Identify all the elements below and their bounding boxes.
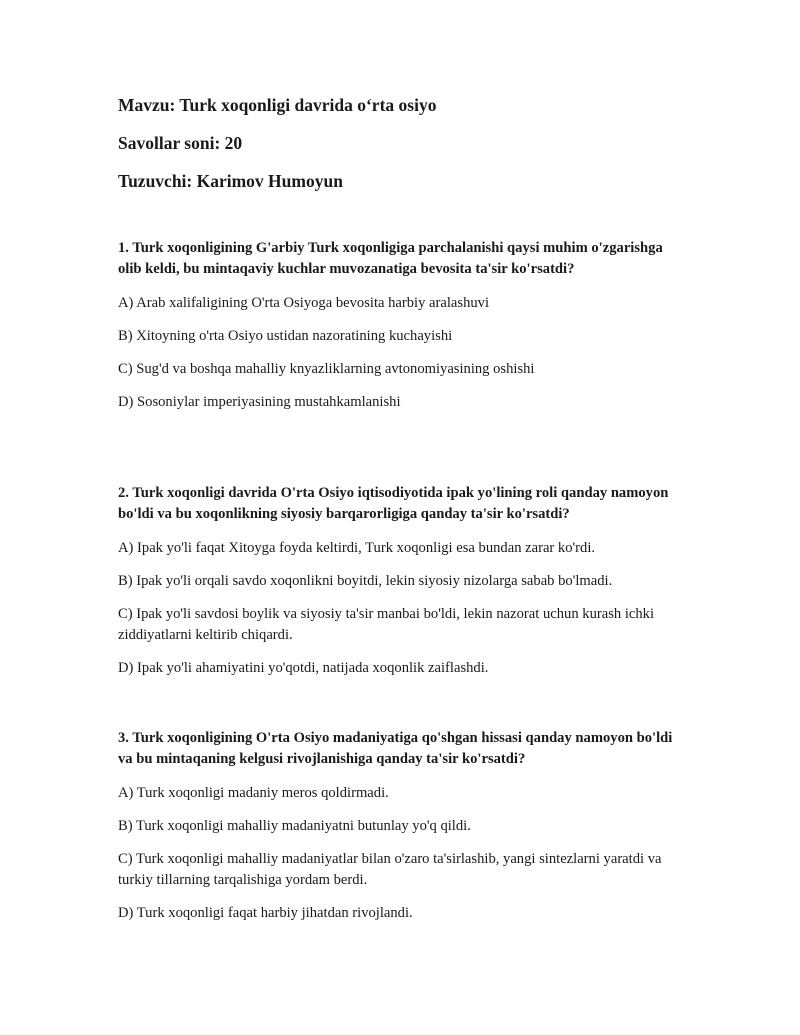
question-text: 1. Turk xoqonligining G'arbiy Turk xoqonligiga parchalanishi qaysi muhim o'zgarishga olib keldi, bu mintaqaviy kuchlar muvozanatiga bevosita ta'sir ko'rsatdi? [118,240,663,277]
answer-option-d: D) Turk xoqonligi faqat harbiy jihatdan rivojlandi. [118,905,413,921]
answer-option-d: D) Sosoniylar imperiyasining mustahkamlanishi [118,394,401,410]
answer-option-a: A) Turk xoqonligi madaniy meros qoldirmadi. [118,785,389,801]
answer-option-a: A) Arab xalifaligining O'rta Osiyoga bevosita harbiy aralashuvi [118,295,490,311]
answer-option-a: A) Ipak yo'li faqat Xitoyga foyda keltirdi, Turk xoqonligi esa bundan zarar ko'rdi. [118,540,596,556]
answer-option-b: B) Xitoyning o'rta Osiyo ustidan nazoratining kuchayishi [118,328,453,344]
topic-heading: Mavzu: Turk xoqonligi davrida o‘rta osiyo [118,95,437,115]
author-heading: Tuzuvchi: Karimov Humoyun [118,171,343,191]
answer-option-d: D) Ipak yo'li ahamiyatini yo'qotdi, natijada xoqonlik zaiflashdi. [118,660,489,676]
answer-option-c: C) Ipak yo'li savdosi boylik va siyosiy ta'sir manbai bo'ldi, lekin nazorat uchun kurash ichki ziddiyatlarni keltirib chiqardi. [118,606,655,643]
answer-option-b: B) Turk xoqonligi mahalliy madaniyatni butunlay yo'q qildi. [118,818,471,834]
answer-option-c: C) Sug'd va boshqa mahalliy knyazliklarning avtonomiyasining oshishi [118,361,535,377]
answer-option-b: B) Ipak yo'li orqali savdo xoqonlikni boyitdi, lekin siyosiy nizolarga sabab bo'lmadi. [118,573,613,589]
question-count-heading: Savollar soni: 20 [118,133,243,153]
question-text: 3. Turk xoqonligining O'rta Osiyo madaniyatiga qo'shgan hissasi qanday namoyon bo'ldi va bu mintaqaning kelgusi rivojlanishiga qanday ta'sir ko'rsatdi? [118,730,673,767]
question-block [118,483,688,691]
answer-option-c: C) Turk xoqonligi mahalliy madaniyatlar bilan o'zaro ta'sirlashib, yangi sintezlarni yaratdi va turkiy tillarning tarqalishiga yordam berdi. [118,851,662,888]
question-block [118,728,688,936]
question-text: 2. Turk xoqonligi davrida O'rta Osiyo iqtisodiyotida ipak yo'lining roli qanday namoyon bo'ldi va bu xoqonlikning siyosiy barqarorligiga qanday ta'sir ko'rsatdi? [118,485,669,522]
question-block [118,238,688,425]
